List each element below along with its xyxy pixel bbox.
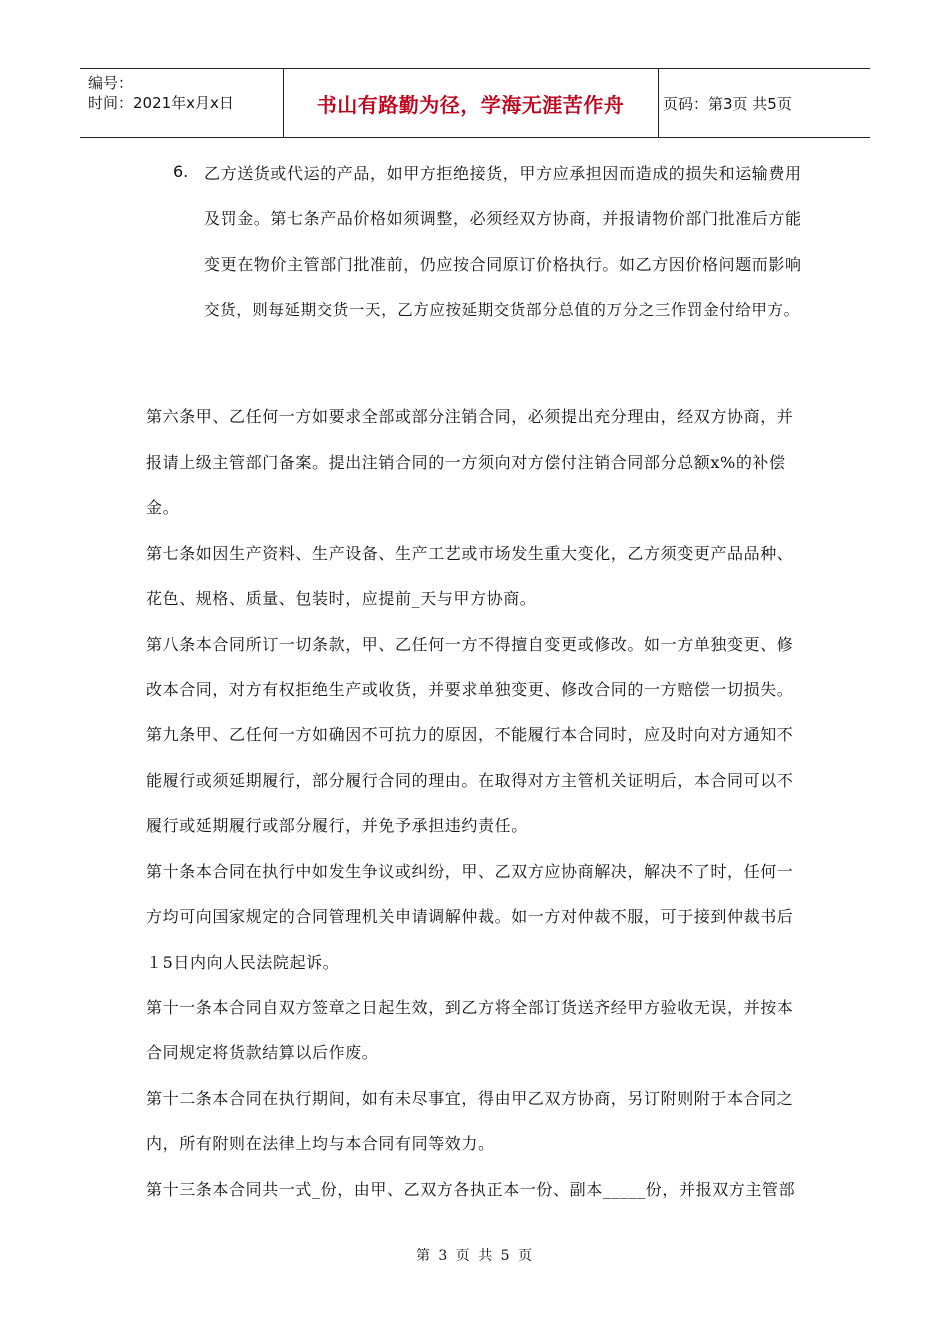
article-line: 第十条本合同在执行中如发生争议或纠纷，甲、乙双方应协商解决，解决不了时，任何一 — [146, 862, 794, 881]
article-line: 内，所有附则在法律上均与本合同有同等效力。 — [146, 1134, 495, 1153]
article-line: 第八条本合同所订一切条款，甲、乙任何一方不得擅自变更或修改。如一方单独变更、修 — [146, 635, 794, 654]
article-line: 第六条甲、乙任何一方如要求全部或部分注销合同，必须提出充分理由，经双方协商，并 — [146, 407, 794, 426]
item6-line: 及罚金。第七条产品价格如须调整，必须经双方协商，并报请物价部门批准后方能 — [204, 209, 802, 228]
article-line: 花色、规格、质量、包装时，应提前_天与甲方协商。 — [146, 589, 537, 608]
article-line: 方均可向国家规定的合同管理机关申请调解仲裁。如一方对仲裁不服，可于接到仲裁书后 — [146, 907, 794, 926]
article-line: 第十三条本合同共一式_份，由甲、乙双方各执正本一份、副本_____份，并报双方主管部 — [146, 1180, 796, 1199]
article-line: 能履行或须延期履行，部分履行合同的理由。在取得对方主管机关证明后，本合同可以不 — [146, 771, 794, 790]
article-line: 第九条甲、乙任何一方如确因不可抗力的原因，不能履行本合同时，应及时向对方通知不 — [146, 725, 794, 744]
page-footer: 第 3 页 共 5 页 — [415, 1248, 535, 1264]
item6-line: 变更在物价主管部门批准前，仍应按合同原订价格执行。如乙方因价格问题而影响 — [204, 255, 802, 274]
article-line: １5日内向人民法院起诉。 — [146, 953, 340, 972]
item6-line: 乙方送货或代运的产品，如甲方拒绝接货，甲方应承担因而造成的损失和运输费用 — [204, 164, 802, 183]
article-line: 报请上级主管部门备案。提出注销合同的一方须向对方偿付注销合同部分总额x%的补偿 — [146, 453, 786, 472]
header-meta — [88, 73, 234, 113]
article-line: 金。 — [146, 498, 180, 517]
article-line: 第十一条本合同自双方签章之日起生效，到乙方将全部订货送齐经甲方验收无误，并按本 — [146, 998, 794, 1017]
article-line: 合同规定将货款结算以后作废。 — [146, 1043, 379, 1062]
document-number-label: 编号： — [88, 74, 134, 92]
article-line: 履行或延期履行或部分履行，并免予承担违约责任。 — [146, 816, 528, 835]
article-line: 第十二条本合同在执行期间，如有未尽事宜，得由甲乙双方协商，另订附则附于本合同之 — [146, 1089, 794, 1108]
header-page-info: 页码：第3页 共5页 — [663, 95, 792, 113]
item6-line: 交货，则每延期交货一天，乙方应按延期交货部分总值的万分之三作罚金付给甲方。 — [204, 301, 800, 319]
header-motto: 书山有路勤为径，学海无涯苦作舟 — [316, 92, 625, 117]
article-line: 第七条如因生产资料、生产设备、生产工艺或市场发生重大变化，乙方须变更产品品种、 — [146, 544, 794, 563]
header-divider — [658, 69, 659, 137]
article-line: 改本合同，对方有权拒绝生产或收货，并要求单独变更、修改合同的一方赔偿一切损失。 — [146, 680, 794, 699]
item-number: 6. — [173, 162, 189, 181]
page-header — [80, 68, 870, 138]
document-time-label: 时间：2021年x月x日 — [88, 94, 234, 112]
